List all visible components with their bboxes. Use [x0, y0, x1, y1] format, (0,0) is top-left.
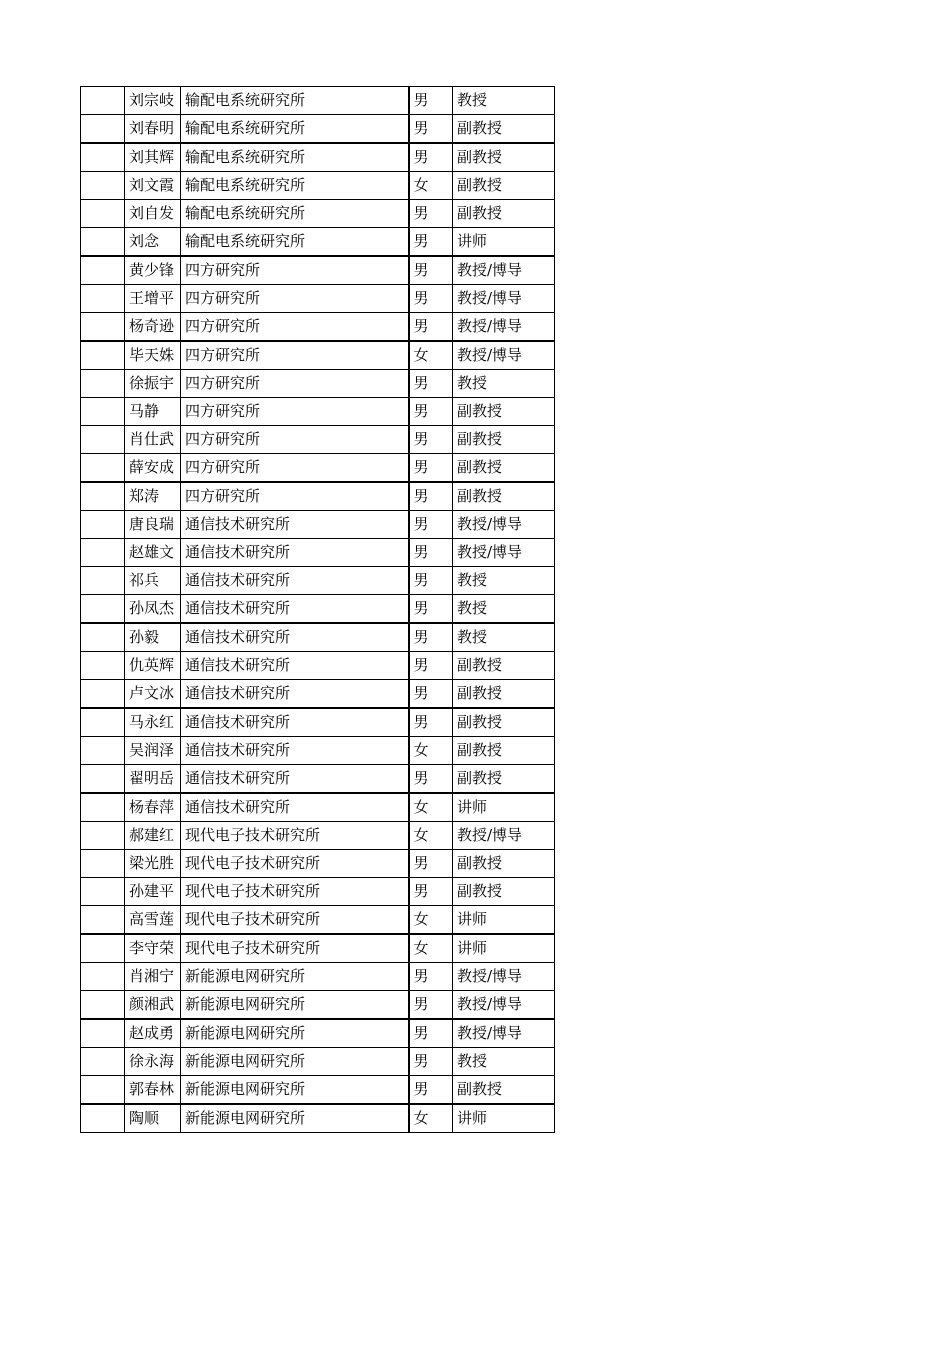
name-cell: 翟明岳 — [125, 765, 181, 794]
table-row — [81, 850, 555, 878]
institute-cell: 输配电系统研究所 — [181, 115, 409, 144]
institute-cell: 输配电系统研究所 — [181, 172, 409, 200]
row-index-cell — [81, 963, 125, 991]
table-row — [81, 822, 555, 850]
table-row — [81, 623, 555, 652]
name-cell: 赵成勇 — [125, 1019, 181, 1048]
table-row — [81, 143, 555, 172]
title-cell: 讲师 — [453, 228, 555, 257]
institute-cell: 现代电子技术研究所 — [181, 850, 409, 878]
gender-cell: 男 — [409, 1019, 453, 1048]
gender-cell: 男 — [409, 878, 453, 906]
institute-cell: 四方研究所 — [181, 398, 409, 426]
name-cell: 王增平 — [125, 285, 181, 313]
table-row — [81, 737, 555, 765]
table-row — [81, 1048, 555, 1076]
institute-cell: 通信技术研究所 — [181, 765, 409, 794]
institute-cell: 四方研究所 — [181, 341, 409, 370]
title-cell: 教授/博导 — [453, 822, 555, 850]
title-cell: 教授/博导 — [453, 511, 555, 539]
name-cell: 刘春明 — [125, 115, 181, 144]
table-row — [81, 906, 555, 935]
table-row — [81, 426, 555, 454]
institute-cell: 通信技术研究所 — [181, 708, 409, 737]
institute-cell: 输配电系统研究所 — [181, 143, 409, 172]
title-cell: 副教授 — [453, 850, 555, 878]
gender-cell: 男 — [409, 765, 453, 794]
row-index-cell — [81, 680, 125, 709]
title-cell: 教授 — [453, 567, 555, 595]
institute-cell: 通信技术研究所 — [181, 737, 409, 765]
institute-cell: 输配电系统研究所 — [181, 87, 409, 115]
row-index-cell — [81, 143, 125, 172]
table-row — [81, 652, 555, 680]
name-cell: 李守荣 — [125, 934, 181, 963]
institute-cell: 通信技术研究所 — [181, 793, 409, 822]
table-row — [81, 370, 555, 398]
row-index-cell — [81, 765, 125, 794]
table-row — [81, 115, 555, 144]
row-index-cell — [81, 991, 125, 1020]
institute-cell: 新能源电网研究所 — [181, 991, 409, 1020]
name-cell: 徐永海 — [125, 1048, 181, 1076]
table-row — [81, 228, 555, 257]
title-cell: 教授/博导 — [453, 256, 555, 285]
gender-cell: 女 — [409, 793, 453, 822]
row-index-cell — [81, 87, 125, 115]
table-row — [81, 200, 555, 228]
name-cell: 郝建红 — [125, 822, 181, 850]
row-index-cell — [81, 511, 125, 539]
title-cell: 副教授 — [453, 1076, 555, 1105]
institute-cell: 现代电子技术研究所 — [181, 822, 409, 850]
gender-cell: 男 — [409, 963, 453, 991]
title-cell: 教授 — [453, 595, 555, 624]
gender-cell: 男 — [409, 595, 453, 624]
row-index-cell — [81, 934, 125, 963]
title-cell: 副教授 — [453, 398, 555, 426]
institute-cell: 输配电系统研究所 — [181, 200, 409, 228]
row-index-cell — [81, 652, 125, 680]
institute-cell: 通信技术研究所 — [181, 623, 409, 652]
row-index-cell — [81, 850, 125, 878]
institute-cell: 通信技术研究所 — [181, 539, 409, 567]
title-cell: 副教授 — [453, 115, 555, 144]
row-index-cell — [81, 567, 125, 595]
institute-cell: 现代电子技术研究所 — [181, 906, 409, 935]
row-index-cell — [81, 172, 125, 200]
name-cell: 薛安成 — [125, 454, 181, 483]
gender-cell: 男 — [409, 652, 453, 680]
title-cell: 副教授 — [453, 737, 555, 765]
title-cell: 副教授 — [453, 454, 555, 483]
institute-cell: 新能源电网研究所 — [181, 963, 409, 991]
title-cell: 副教授 — [453, 143, 555, 172]
title-cell: 副教授 — [453, 200, 555, 228]
name-cell: 卢文冰 — [125, 680, 181, 709]
institute-cell: 新能源电网研究所 — [181, 1048, 409, 1076]
row-index-cell — [81, 1019, 125, 1048]
title-cell: 讲师 — [453, 793, 555, 822]
institute-cell: 四方研究所 — [181, 426, 409, 454]
table-row — [81, 708, 555, 737]
table-row — [81, 454, 555, 483]
table-row — [81, 482, 555, 511]
gender-cell: 男 — [409, 567, 453, 595]
name-cell: 陶顺 — [125, 1104, 181, 1133]
gender-cell: 男 — [409, 511, 453, 539]
institute-cell: 通信技术研究所 — [181, 511, 409, 539]
name-cell: 刘念 — [125, 228, 181, 257]
gender-cell: 男 — [409, 623, 453, 652]
name-cell: 郑涛 — [125, 482, 181, 511]
row-index-cell — [81, 737, 125, 765]
institute-cell: 通信技术研究所 — [181, 595, 409, 624]
table-row — [81, 1019, 555, 1048]
institute-cell: 新能源电网研究所 — [181, 1076, 409, 1105]
name-cell: 赵雄文 — [125, 539, 181, 567]
title-cell: 副教授 — [453, 482, 555, 511]
gender-cell: 男 — [409, 200, 453, 228]
table-row — [81, 595, 555, 624]
table-row — [81, 963, 555, 991]
gender-cell: 男 — [409, 426, 453, 454]
row-index-cell — [81, 313, 125, 342]
institute-cell: 现代电子技术研究所 — [181, 878, 409, 906]
institute-cell: 通信技术研究所 — [181, 680, 409, 709]
row-index-cell — [81, 115, 125, 144]
title-cell: 教授 — [453, 623, 555, 652]
name-cell: 祁兵 — [125, 567, 181, 595]
title-cell: 副教授 — [453, 765, 555, 794]
table-row — [81, 341, 555, 370]
gender-cell: 男 — [409, 1048, 453, 1076]
name-cell: 孙凤杰 — [125, 595, 181, 624]
title-cell: 讲师 — [453, 934, 555, 963]
gender-cell: 女 — [409, 906, 453, 935]
institute-cell: 新能源电网研究所 — [181, 1104, 409, 1133]
name-cell: 刘宗岐 — [125, 87, 181, 115]
row-index-cell — [81, 623, 125, 652]
row-index-cell — [81, 708, 125, 737]
institute-cell: 四方研究所 — [181, 313, 409, 342]
institute-cell: 四方研究所 — [181, 482, 409, 511]
name-cell: 毕天姝 — [125, 341, 181, 370]
gender-cell: 男 — [409, 143, 453, 172]
title-cell: 副教授 — [453, 172, 555, 200]
row-index-cell — [81, 398, 125, 426]
name-cell: 唐良瑞 — [125, 511, 181, 539]
gender-cell: 女 — [409, 934, 453, 963]
name-cell: 颜湘武 — [125, 991, 181, 1020]
gender-cell: 男 — [409, 398, 453, 426]
title-cell: 教授/博导 — [453, 1019, 555, 1048]
gender-cell: 男 — [409, 454, 453, 483]
table-row — [81, 878, 555, 906]
row-index-cell — [81, 906, 125, 935]
row-index-cell — [81, 595, 125, 624]
gender-cell: 男 — [409, 228, 453, 257]
table-row — [81, 172, 555, 200]
table-row — [81, 313, 555, 342]
institute-cell: 现代电子技术研究所 — [181, 934, 409, 963]
row-index-cell — [81, 454, 125, 483]
gender-cell: 男 — [409, 539, 453, 567]
gender-cell: 女 — [409, 737, 453, 765]
institute-cell: 新能源电网研究所 — [181, 1019, 409, 1048]
row-index-cell — [81, 1076, 125, 1105]
gender-cell: 女 — [409, 822, 453, 850]
institute-cell: 四方研究所 — [181, 256, 409, 285]
title-cell: 教授 — [453, 370, 555, 398]
title-cell: 教授/博导 — [453, 285, 555, 313]
table-row — [81, 1104, 555, 1133]
row-index-cell — [81, 1048, 125, 1076]
name-cell: 肖仕武 — [125, 426, 181, 454]
row-index-cell — [81, 256, 125, 285]
table-row — [81, 539, 555, 567]
row-index-cell — [81, 1104, 125, 1133]
name-cell: 郭春林 — [125, 1076, 181, 1105]
row-index-cell — [81, 370, 125, 398]
title-cell: 副教授 — [453, 680, 555, 709]
institute-cell: 输配电系统研究所 — [181, 228, 409, 257]
gender-cell: 男 — [409, 708, 453, 737]
institute-cell: 四方研究所 — [181, 285, 409, 313]
institute-cell: 四方研究所 — [181, 370, 409, 398]
gender-cell: 男 — [409, 256, 453, 285]
gender-cell: 男 — [409, 87, 453, 115]
institute-cell: 四方研究所 — [181, 454, 409, 483]
row-index-cell — [81, 228, 125, 257]
table-row — [81, 680, 555, 709]
table-row — [81, 511, 555, 539]
title-cell: 副教授 — [453, 708, 555, 737]
title-cell: 教授/博导 — [453, 963, 555, 991]
title-cell: 教授/博导 — [453, 991, 555, 1020]
name-cell: 杨奇逊 — [125, 313, 181, 342]
gender-cell: 男 — [409, 370, 453, 398]
name-cell: 孙建平 — [125, 878, 181, 906]
title-cell: 副教授 — [453, 652, 555, 680]
faculty-table — [80, 86, 555, 1133]
institute-cell: 通信技术研究所 — [181, 567, 409, 595]
title-cell: 讲师 — [453, 906, 555, 935]
name-cell: 徐振宇 — [125, 370, 181, 398]
table-row — [81, 765, 555, 794]
title-cell: 教授/博导 — [453, 539, 555, 567]
table-row — [81, 87, 555, 115]
title-cell: 讲师 — [453, 1104, 555, 1133]
table-row — [81, 991, 555, 1020]
name-cell: 吴润泽 — [125, 737, 181, 765]
row-index-cell — [81, 285, 125, 313]
gender-cell: 男 — [409, 991, 453, 1020]
gender-cell: 女 — [409, 1104, 453, 1133]
title-cell: 教授/博导 — [453, 313, 555, 342]
name-cell: 刘其辉 — [125, 143, 181, 172]
title-cell: 教授/博导 — [453, 341, 555, 370]
gender-cell: 男 — [409, 1076, 453, 1105]
table-row — [81, 567, 555, 595]
row-index-cell — [81, 539, 125, 567]
title-cell: 副教授 — [453, 878, 555, 906]
table-row — [81, 285, 555, 313]
table-row — [81, 1076, 555, 1105]
gender-cell: 女 — [409, 172, 453, 200]
row-index-cell — [81, 426, 125, 454]
gender-cell: 男 — [409, 313, 453, 342]
row-index-cell — [81, 793, 125, 822]
name-cell: 梁光胜 — [125, 850, 181, 878]
table-row — [81, 256, 555, 285]
row-index-cell — [81, 482, 125, 511]
name-cell: 马静 — [125, 398, 181, 426]
gender-cell: 女 — [409, 341, 453, 370]
row-index-cell — [81, 341, 125, 370]
title-cell: 教授 — [453, 87, 555, 115]
name-cell: 高雪莲 — [125, 906, 181, 935]
name-cell: 孙毅 — [125, 623, 181, 652]
name-cell: 仇英辉 — [125, 652, 181, 680]
institute-cell: 通信技术研究所 — [181, 652, 409, 680]
gender-cell: 男 — [409, 115, 453, 144]
table-row — [81, 398, 555, 426]
row-index-cell — [81, 200, 125, 228]
name-cell: 马永红 — [125, 708, 181, 737]
row-index-cell — [81, 878, 125, 906]
gender-cell: 男 — [409, 482, 453, 511]
name-cell: 杨春萍 — [125, 793, 181, 822]
table-row — [81, 934, 555, 963]
title-cell: 副教授 — [453, 426, 555, 454]
name-cell: 黄少锋 — [125, 256, 181, 285]
name-cell: 肖湘宁 — [125, 963, 181, 991]
row-index-cell — [81, 822, 125, 850]
gender-cell: 男 — [409, 285, 453, 313]
table-row — [81, 793, 555, 822]
name-cell: 刘自发 — [125, 200, 181, 228]
gender-cell: 男 — [409, 680, 453, 709]
faculty-table-body — [81, 87, 555, 1133]
gender-cell: 男 — [409, 850, 453, 878]
title-cell: 教授 — [453, 1048, 555, 1076]
name-cell: 刘文霞 — [125, 172, 181, 200]
